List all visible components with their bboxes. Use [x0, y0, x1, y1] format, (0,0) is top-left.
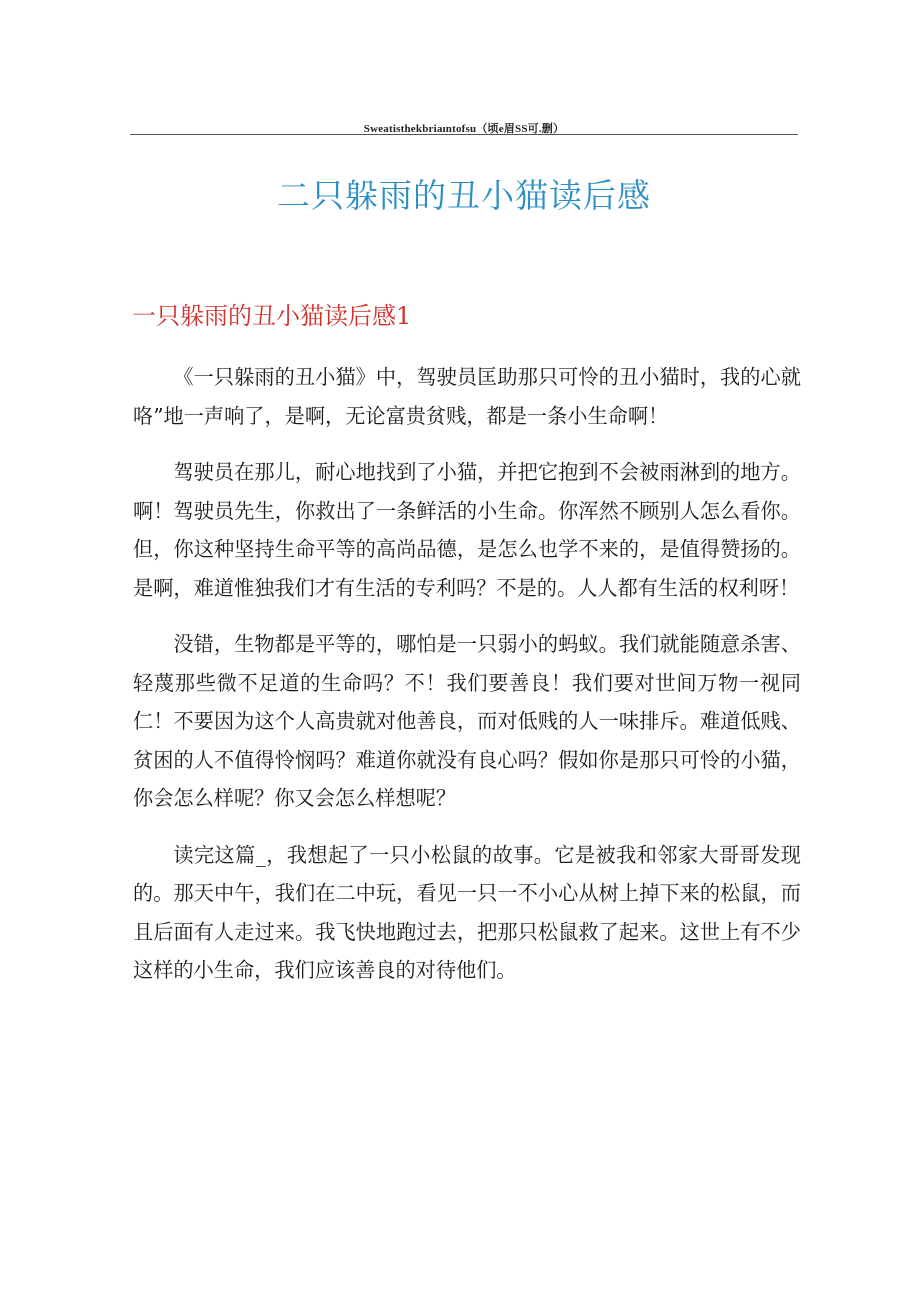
section-heading: 一只躲雨的丑小猫读后感1: [132, 302, 412, 330]
header-rule: [130, 134, 798, 135]
page-header: Sweatisthekbriaıntofsu（顷e眉SS可.删）: [363, 123, 565, 135]
paragraph-1: 《一只躲雨的丑小猫》中，驾驶员匡助那只可怜的丑小猫时，我的心就咯”地一声响了，是啊，无论富贵贫贱，都是一条小生命啊！: [133, 365, 801, 428]
paragraph-3: 没错，生物都是平等的，哪怕是一只弱小的蚂蚁。我们就能随意杀害、轻蔑那些微不足道的生命吗？不！我们要善良！我们要对世间万物一视同仁！不要因为这个人高贵就对他善良，而对低贱的人一味排斥。难道低贱、贫困的人不值得怜悯吗？难道你就没有良心吗？假如你是那只可怜的小猫，你会怎么样呢？你又会怎么样想呢？: [133, 632, 801, 810]
document-title: 二只躲雨的丑小猫读后感: [277, 176, 651, 215]
paragraph-2: 驾驶员在那儿，耐心地找到了小猫，并把它抱到不会被雨淋到的地方。啊！驾驶员先生，你救出了一条鲜活的小生命。你浑然不顾别人怎么看你。但，你这种坚持生命平等的高尚品德，是怎么也学不来的，是值得赞扬的。是啊，难道惟独我们才有生活的专利吗？不是的。人人都有生活的权利呀！: [133, 460, 801, 600]
document-body: [133, 358, 801, 1008]
paragraph-4: 读完这篇_，我想起了一只小松鼠的故事。它是被我和邻家大哥哥发现的。那天中午，我们在二中玩，看见一只一不小心从树上掉下来的松鼠，而且后面有人走过来。我飞快地跑过去，把那只松鼠救了起来。这世上有不少这样的小生命，我们应该善良的对待他们。: [133, 842, 801, 982]
